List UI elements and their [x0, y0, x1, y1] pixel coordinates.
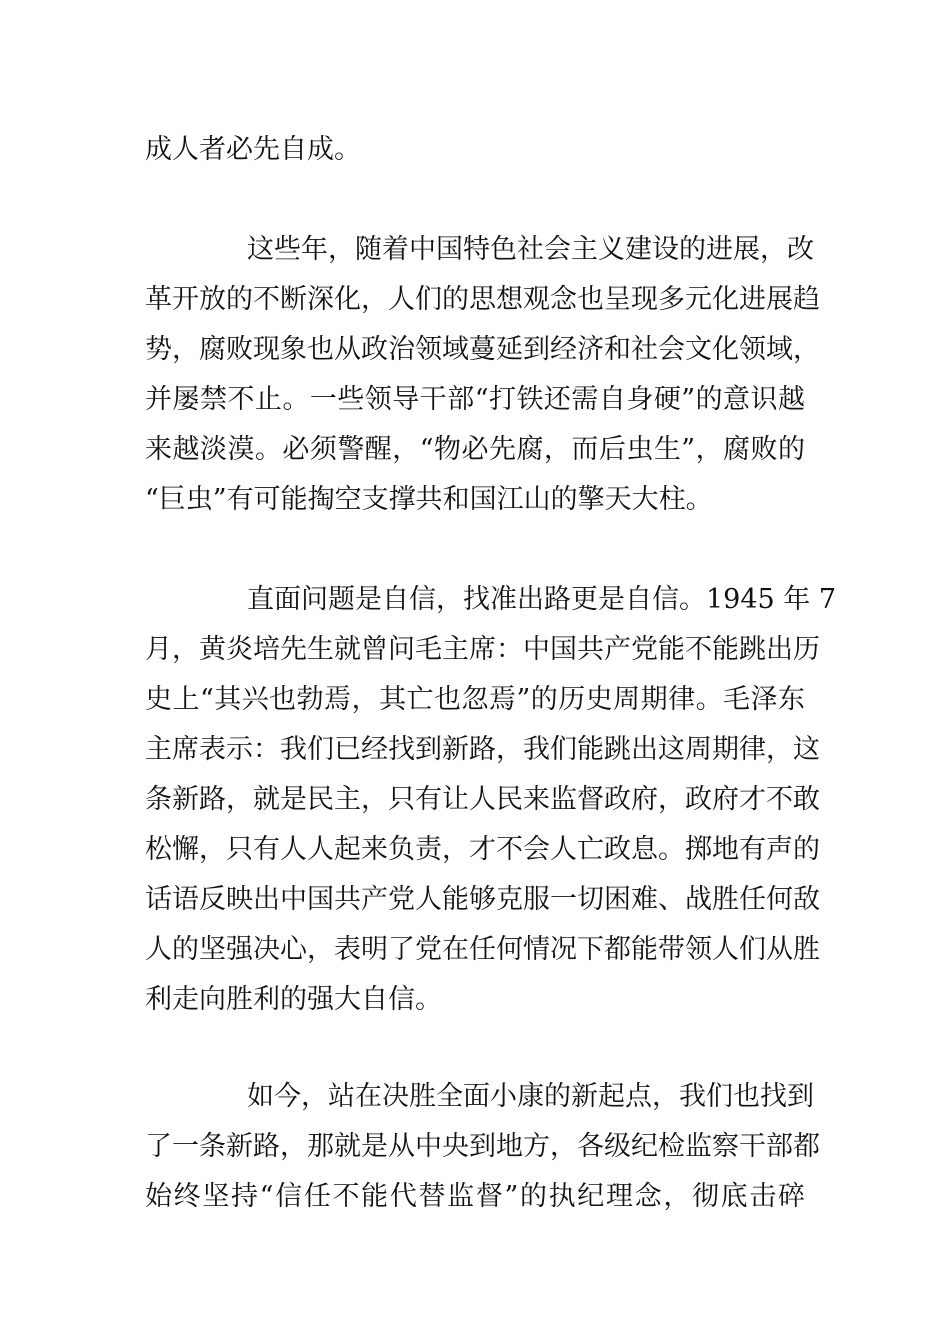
paragraph-3-line-2: 月，黄炎培先生就曾问毛主席：中国共产党能不能跳出历	[145, 634, 820, 665]
paragraph-3-line-9: 利走向胜利的强大自信。	[145, 984, 442, 1015]
paragraph-3-line-6: 松懈，只有人人起来负责，才不会人亡政息。掷地有声的	[145, 834, 820, 865]
paragraph-4-line-2: 了一条新路，那就是从中央到地方，各级纪检监察干部都	[145, 1131, 820, 1162]
paragraph-1-line-1: 成人者必先自成。	[145, 134, 361, 165]
paragraph-3-line-3: 史上“其兴也勃焉，其亡也忽焉”的历史周期律。毛泽东	[145, 684, 805, 715]
paragraph-2-line-5: 来越淡漠。必须警醒，“物必先腐，而后虫生”，腐败的	[145, 434, 805, 465]
paragraph-2-line-6: “巨虫”有可能掏空支撑共和国江山的擎天大柱。	[145, 484, 713, 515]
paragraph-4-line-1: 如今，站在决胜全面小康的新起点，我们也找到	[247, 1081, 814, 1112]
paragraph-3-line-7: 话语反映出中国共产党人能够克服一切困难、战胜任何敌	[145, 884, 820, 915]
paragraph-4-line-3: 始终坚持“信任不能代替监督”的执纪理念，彻底击碎	[145, 1181, 805, 1212]
paragraph-3-line-5: 条新路，就是民主，只有让人民来监督政府，政府才不敢	[145, 784, 820, 815]
paragraph-3-line-8: 人的坚强决心，表明了党在任何情况下都能带领人们从胜	[145, 934, 820, 965]
paragraph-3-line-1: 直面问题是自信，找准出路更是自信。1945 年 7	[247, 584, 837, 615]
paragraph-2-line-1: 这些年，随着中国特色社会主义建设的进展，改	[247, 234, 814, 265]
paragraph-2-line-3: 势，腐败现象也从政治领域蔓延到经济和社会文化领域，	[145, 334, 820, 365]
paragraph-2-line-2: 革开放的不断深化，人们的思想观念也呈现多元化进展趋	[145, 284, 820, 315]
paragraph-2-line-4: 并屡禁不止。一些领导干部“打铁还需自身硬”的意识越	[145, 384, 805, 415]
paragraph-3-line-4: 主席表示：我们已经找到新路，我们能跳出这周期律，这	[145, 734, 820, 765]
